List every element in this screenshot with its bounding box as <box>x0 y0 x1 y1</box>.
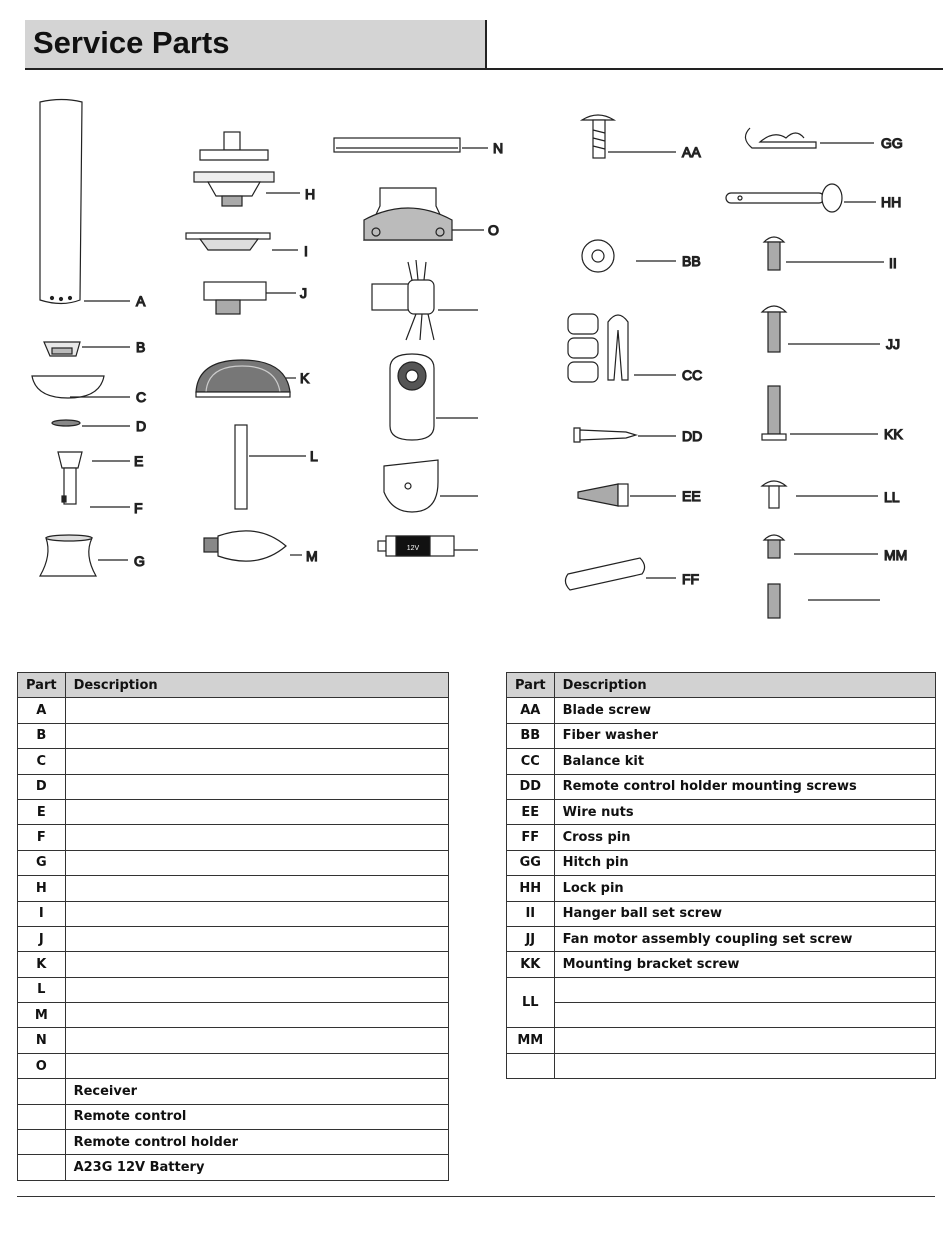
part-e-f-downrod <box>58 452 130 507</box>
table-row <box>507 825 936 850</box>
callout-m: M <box>306 548 318 564</box>
callout-g: G <box>134 553 145 569</box>
callout-kk: KK <box>884 426 903 442</box>
part-description: Fan motor assembly coupling set screw <box>554 926 935 951</box>
part-description <box>65 799 448 824</box>
callout-k: K <box>300 370 310 386</box>
header-rule <box>485 68 943 70</box>
table-header-row <box>507 673 936 698</box>
table-row <box>18 749 449 774</box>
part-l-rod <box>235 425 306 509</box>
part-code <box>507 1053 555 1078</box>
table-row <box>18 1155 449 1180</box>
part-description: Wire nuts <box>554 799 935 824</box>
part-aa-screw <box>582 115 676 158</box>
part-h-motor <box>194 132 300 206</box>
part-code: LL <box>507 977 555 1028</box>
part-battery <box>378 536 478 556</box>
part-c-bowl <box>32 376 130 398</box>
callout-dd: DD <box>682 428 703 444</box>
part-description <box>65 723 448 748</box>
table-row <box>18 698 449 723</box>
part-code: J <box>18 926 66 951</box>
part-code: O <box>18 1053 66 1078</box>
part-description <box>65 1028 448 1053</box>
parts-table-left <box>17 672 449 1181</box>
table-row <box>18 850 449 875</box>
table-row <box>18 1104 449 1129</box>
footer-rule <box>17 1196 935 1197</box>
callout-mm: MM <box>884 547 908 563</box>
column-header-part: Part <box>507 673 555 698</box>
part-description: Blade screw <box>554 698 935 723</box>
table-row <box>507 1028 936 1053</box>
part-code: CC <box>507 749 555 774</box>
part-description: Fiber washer <box>554 723 935 748</box>
part-code: FF <box>507 825 555 850</box>
part-description: Cross pin <box>554 825 935 850</box>
part-description <box>65 749 448 774</box>
callout-c: C <box>136 389 147 405</box>
part-code: EE <box>507 799 555 824</box>
part-kk-screw <box>762 386 878 440</box>
table-row <box>507 698 936 723</box>
callout-l: L <box>310 448 318 464</box>
table-row <box>507 749 936 774</box>
header-divider <box>485 20 487 70</box>
part-description: Mounting bracket screw <box>554 952 935 977</box>
part-code: GG <box>507 850 555 875</box>
part-g-canopy <box>40 535 128 576</box>
part-description <box>65 901 448 926</box>
part-code <box>18 1155 66 1180</box>
part-code <box>18 1130 66 1155</box>
part-description: Remote control holder mounting screws <box>554 774 935 799</box>
part-remote-control <box>390 354 478 440</box>
part-code: C <box>18 749 66 774</box>
table-row <box>507 952 936 977</box>
part-description: Balance kit <box>554 749 935 774</box>
table-row <box>18 977 449 1002</box>
part-description <box>554 1053 935 1078</box>
part-ff-pin <box>565 558 676 590</box>
part-code: F <box>18 825 66 850</box>
part-gg-hitchpin <box>745 128 874 148</box>
part-d-ring <box>52 420 130 426</box>
table-row <box>18 876 449 901</box>
part-code: JJ <box>507 926 555 951</box>
part-code: MM <box>507 1028 555 1053</box>
part-dd-screw <box>574 428 676 442</box>
part-ii-screw <box>764 237 884 270</box>
part-j <box>204 282 296 314</box>
part-code <box>18 1104 66 1129</box>
table-row <box>18 799 449 824</box>
part-description: Remote control <box>65 1104 448 1129</box>
part-description: Lock pin <box>554 876 935 901</box>
part-description <box>65 774 448 799</box>
table-row <box>18 952 449 977</box>
part-code: II <box>507 901 555 926</box>
callout-n: N <box>493 140 504 156</box>
table-row <box>18 1028 449 1053</box>
part-code: K <box>18 952 66 977</box>
table-header-row <box>18 673 449 698</box>
part-n-bar <box>334 138 488 152</box>
part-code: BB <box>507 723 555 748</box>
part-ll-screw <box>762 481 878 508</box>
part-description <box>554 1028 935 1053</box>
part-description: A23G 12V Battery <box>65 1155 448 1180</box>
part-bb-washer <box>582 240 676 272</box>
parts-table-right <box>506 672 936 1079</box>
column-header-part: Part <box>18 673 66 698</box>
table-row <box>507 926 936 951</box>
part-b <box>44 342 130 356</box>
table-row <box>18 1079 449 1104</box>
table-row <box>507 850 936 875</box>
callout-gg: GG <box>881 135 903 151</box>
column-header-description: Description <box>65 673 448 698</box>
table-row <box>507 799 936 824</box>
part-m-bulb <box>204 531 302 561</box>
table-row <box>18 926 449 951</box>
part-code: M <box>18 1003 66 1028</box>
part-a-blade <box>40 100 130 304</box>
part-o-housing <box>364 188 484 240</box>
part-code: A <box>18 698 66 723</box>
table-row <box>507 977 936 1002</box>
part-code: KK <box>507 952 555 977</box>
part-code <box>18 1079 66 1104</box>
part-description: Receiver <box>65 1079 448 1104</box>
part-code: L <box>18 977 66 1002</box>
table-row <box>18 1130 449 1155</box>
callout-cc: CC <box>682 367 703 383</box>
part-ee-wirenut <box>578 484 676 506</box>
table-row <box>18 901 449 926</box>
part-code: B <box>18 723 66 748</box>
part-mm-screw <box>764 535 878 558</box>
table-row <box>18 723 449 748</box>
parts-illustration <box>0 80 950 640</box>
part-description <box>65 1003 448 1028</box>
page-header <box>25 20 943 70</box>
part-code: N <box>18 1028 66 1053</box>
part-description <box>554 1003 935 1028</box>
callout-o: O <box>488 222 499 238</box>
callout-a: A <box>136 293 146 309</box>
table-row <box>507 774 936 799</box>
part-code: D <box>18 774 66 799</box>
table-row <box>507 901 936 926</box>
callout-i: I <box>304 243 308 259</box>
page-title: Service Parts <box>33 25 230 60</box>
table-row <box>507 876 936 901</box>
part-description: Hanger ball set screw <box>554 901 935 926</box>
part-i-plate <box>186 233 298 250</box>
part-description: Remote control holder <box>65 1130 448 1155</box>
part-jj-screw <box>762 306 880 352</box>
callout-bb: BB <box>682 253 701 269</box>
callout-aa: AA <box>682 144 701 160</box>
part-code: H <box>18 876 66 901</box>
part-description <box>65 698 448 723</box>
part-description: Hitch pin <box>554 850 935 875</box>
part-code: HH <box>507 876 555 901</box>
column-header-description: Description <box>554 673 935 698</box>
part-code: E <box>18 799 66 824</box>
part-cc-balance-kit <box>568 314 676 382</box>
part-code: AA <box>507 698 555 723</box>
part-description <box>65 952 448 977</box>
table-row <box>18 774 449 799</box>
callout-ii: II <box>889 255 897 271</box>
battery-label: 12V <box>406 545 420 552</box>
part-description <box>65 850 448 875</box>
callout-h: H <box>305 186 316 202</box>
part-description <box>65 1053 448 1078</box>
table-row <box>18 825 449 850</box>
callout-f: F <box>134 500 143 516</box>
part-description <box>65 926 448 951</box>
part-set-screw <box>768 584 880 618</box>
callout-e: E <box>134 453 144 469</box>
part-hh-lockpin <box>726 184 876 212</box>
part-k-shade <box>196 360 296 397</box>
part-remote-holder <box>384 460 478 512</box>
part-code: G <box>18 850 66 875</box>
callout-d: D <box>136 418 147 434</box>
callout-j: J <box>300 285 307 301</box>
callout-ff: FF <box>682 571 700 587</box>
callout-ll: LL <box>884 489 900 505</box>
title-box <box>25 20 485 70</box>
table-row <box>507 1053 936 1078</box>
table-row <box>507 1003 936 1028</box>
part-description <box>65 876 448 901</box>
callout-b: B <box>136 339 146 355</box>
part-description <box>554 977 935 1002</box>
table-row <box>507 723 936 748</box>
part-receiver <box>372 260 478 340</box>
callout-jj: JJ <box>886 336 900 352</box>
part-code: DD <box>507 774 555 799</box>
part-description <box>65 825 448 850</box>
part-code: I <box>18 901 66 926</box>
table-row <box>18 1053 449 1078</box>
part-description <box>65 977 448 1002</box>
callout-ee: EE <box>682 488 701 504</box>
table-row <box>18 1003 449 1028</box>
callout-hh: HH <box>881 194 902 210</box>
